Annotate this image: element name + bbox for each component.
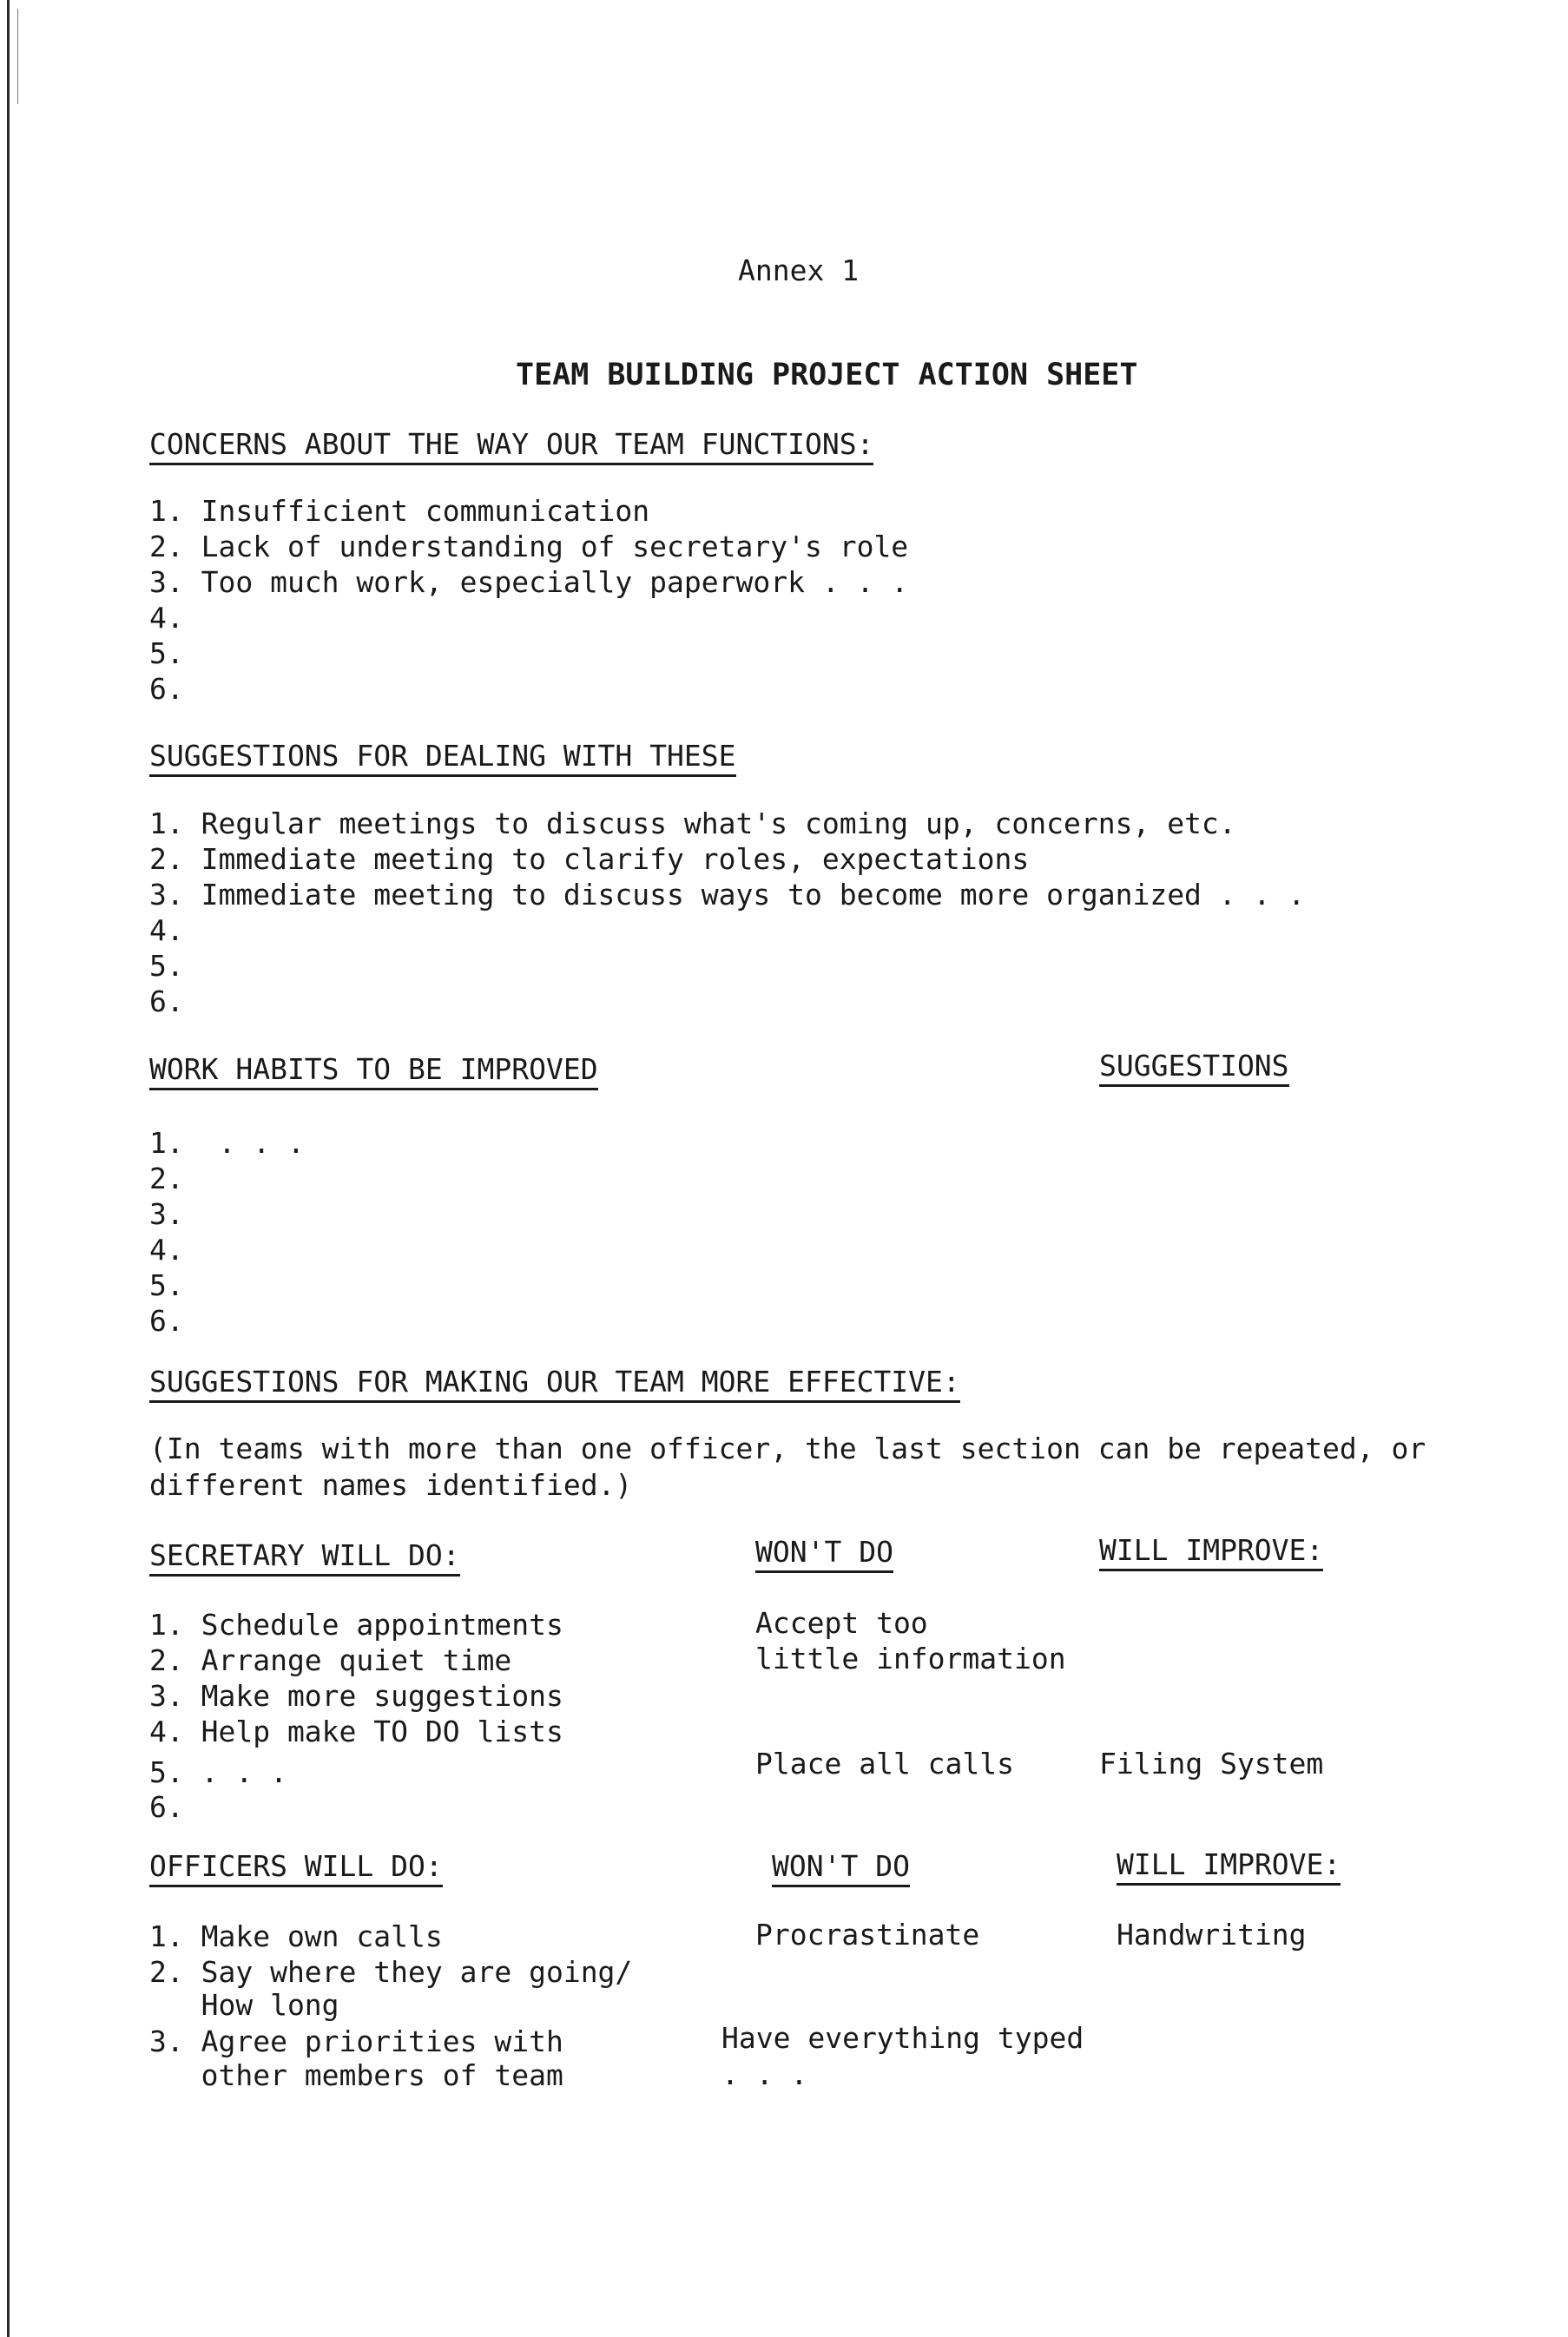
list-item: 6. bbox=[149, 1304, 184, 1338]
list-item: 4. bbox=[149, 1233, 184, 1267]
column-heading-suggestions: SUGGESTIONS bbox=[1099, 1049, 1289, 1087]
section-heading-officers: OFFICERS WILL DO: bbox=[149, 1849, 443, 1887]
list-item: 1. Make own calls bbox=[149, 1919, 443, 1953]
list-item: 1. Schedule appointments bbox=[149, 1608, 563, 1642]
list-item: 1. Insufficient communication bbox=[149, 494, 650, 528]
section-heading-suggestions: SUGGESTIONS FOR DEALING WITH THESE bbox=[149, 739, 736, 777]
page-edge-line bbox=[17, 9, 18, 104]
wont-do-item: Have everything typed bbox=[721, 2021, 1084, 2055]
note-line: (In teams with more than one officer, the last section can be repeated, or bbox=[149, 1432, 1426, 1465]
list-item: 2. Say where they are going/ bbox=[149, 1955, 633, 1989]
list-item: 3. Immediate meeting to discuss ways to become more organized . . . bbox=[149, 878, 1306, 912]
will-improve-item: Filing System bbox=[1099, 1747, 1324, 1781]
column-heading-wont-do: WON'T DO bbox=[772, 1849, 910, 1887]
list-item: 2. bbox=[149, 1162, 184, 1195]
list-item: 6. bbox=[149, 1790, 184, 1824]
list-item: 2. Immediate meeting to clarify roles, expectations bbox=[149, 842, 1030, 876]
list-item: 3. bbox=[149, 1197, 184, 1231]
list-item: 1. . . . bbox=[149, 1126, 305, 1160]
list-item: 3. Too much work, especially paperwork . . . bbox=[149, 565, 909, 599]
column-heading-will-improve: WILL IMPROVE: bbox=[1117, 1847, 1341, 1886]
wont-do-item: Accept too bbox=[755, 1606, 928, 1640]
section-heading-concerns: CONCERNS ABOUT THE WAY OUR TEAM FUNCTIONS: bbox=[149, 427, 873, 465]
list-item: 5. . . . bbox=[149, 1755, 287, 1789]
annex-label: Annex 1 bbox=[738, 253, 860, 287]
wont-do-item: Procrastinate bbox=[755, 1918, 980, 1952]
list-item: 4. bbox=[149, 601, 184, 635]
list-item: 3. Make more suggestions bbox=[149, 1679, 563, 1713]
list-item: other members of team bbox=[149, 2058, 563, 2092]
list-item: 4. Help make TO DO lists bbox=[149, 1715, 563, 1748]
page-title: TEAM BUILDING PROJECT ACTION SHEET bbox=[516, 358, 1138, 392]
list-item: 1. Regular meetings to discuss what's coming up, concerns, etc. bbox=[149, 806, 1236, 840]
list-item: 5. bbox=[149, 636, 184, 670]
wont-do-item: . . . bbox=[721, 2057, 808, 2091]
section-heading-effective: SUGGESTIONS FOR MAKING OUR TEAM MORE EFFECTIVE: bbox=[149, 1365, 960, 1403]
column-heading-wont-do: WON'T DO bbox=[755, 1535, 893, 1573]
list-item: 5. bbox=[149, 1268, 184, 1302]
section-heading-secretary: SECRETARY WILL DO: bbox=[149, 1538, 460, 1577]
section-heading-work-habits: WORK HABITS TO BE IMPROVED bbox=[149, 1052, 598, 1090]
list-item: 6. bbox=[149, 672, 184, 706]
list-item: 6. bbox=[149, 984, 184, 1018]
column-heading-will-improve: WILL IMPROVE: bbox=[1099, 1533, 1323, 1571]
page-edge-line bbox=[7, 0, 10, 2337]
note-line: different names identified.) bbox=[149, 1468, 633, 1502]
wont-do-item: little information bbox=[755, 1642, 1066, 1675]
list-item: 3. Agree priorities with bbox=[149, 2024, 563, 2058]
will-improve-item: Handwriting bbox=[1117, 1918, 1307, 1952]
wont-do-item: Place all calls bbox=[755, 1747, 1015, 1781]
list-item: 5. bbox=[149, 949, 184, 983]
list-item: 4. bbox=[149, 913, 184, 947]
list-item: 2. Arrange quiet time bbox=[149, 1643, 512, 1677]
list-item: 2. Lack of understanding of secretary's role bbox=[149, 530, 909, 563]
list-item: How long bbox=[149, 1988, 339, 2022]
